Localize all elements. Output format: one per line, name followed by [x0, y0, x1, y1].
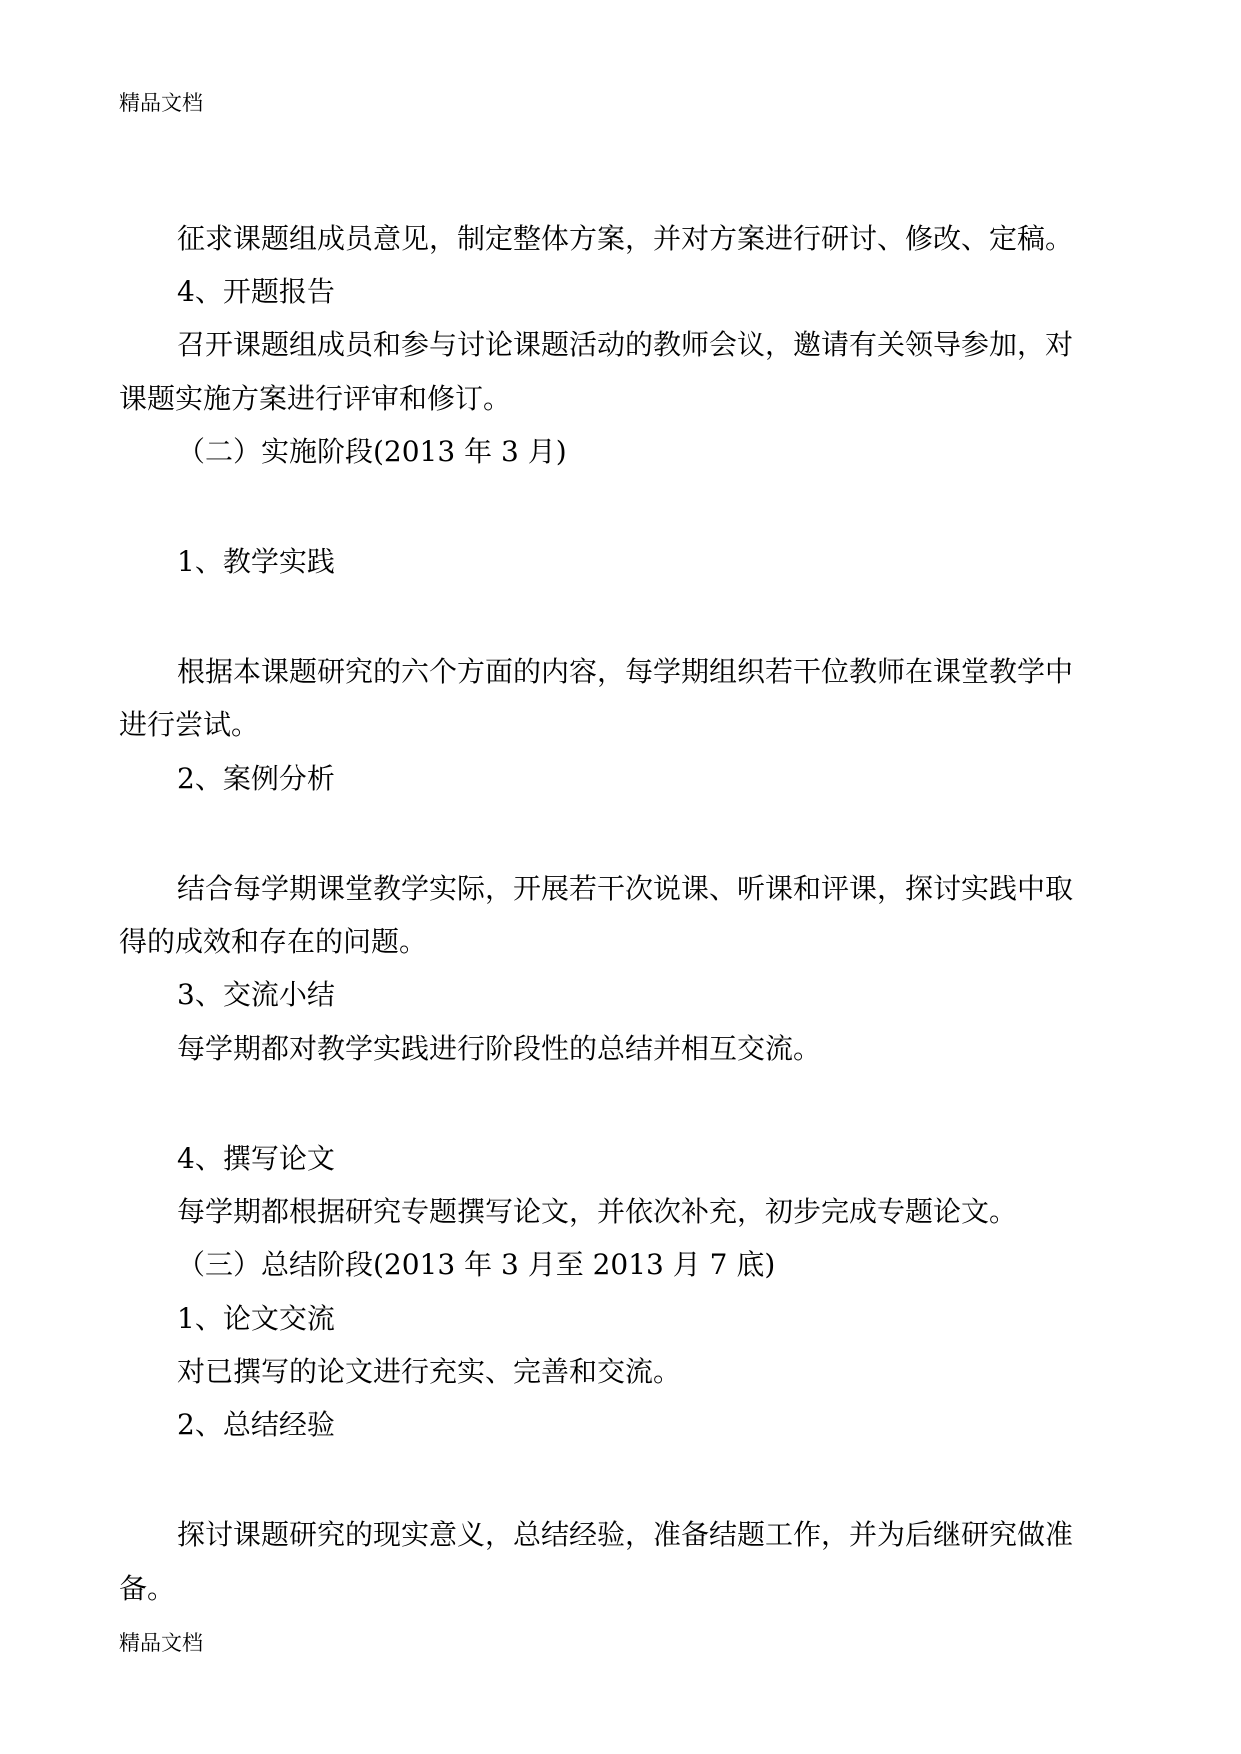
- section-heading: 1、教学实践: [177, 545, 335, 578]
- paragraph-line: 每学期都对教学实践进行阶段性的总结并相互交流。: [177, 1032, 822, 1065]
- stage-heading: （二）实施阶段(2013 年 3 月): [177, 435, 567, 468]
- stage-heading: （三）总结阶段(2013 年 3 月至 2013 月 7 底): [177, 1248, 776, 1281]
- section-heading: 4、开题报告: [177, 275, 335, 308]
- paragraph-line: 征求课题组成员意见，制定整体方案，并对方案进行研讨、修改、定稿。: [177, 222, 1074, 255]
- section-heading: 3、交流小结: [177, 978, 335, 1011]
- paragraph-line: 对已撰写的论文进行充实、完善和交流。: [177, 1355, 682, 1388]
- page-footer: 精品文档: [119, 1631, 203, 1655]
- paragraph-line: 探讨课题研究的现实意义，总结经验，准备结题工作，并为后继研究做准: [177, 1518, 1074, 1551]
- section-heading: 4、撰写论文: [177, 1142, 335, 1175]
- paragraph-line: 课题实施方案进行评审和修订。: [119, 382, 512, 415]
- section-heading: 2、案例分析: [177, 762, 335, 795]
- paragraph-line: 得的成效和存在的问题。: [119, 925, 428, 958]
- paragraph-line: 结合每学期课堂教学实际，开展若干次说课、听课和评课，探讨实践中取: [177, 872, 1074, 905]
- paragraph-line: 备。: [119, 1572, 176, 1605]
- paragraph-line: 每学期都根据研究专题撰写论文，并依次补充，初步完成专题论文。: [177, 1195, 1018, 1228]
- paragraph-line: 召开课题组成员和参与讨论课题活动的教师会议，邀请有关领导参加，对: [177, 328, 1074, 361]
- paragraph-line: 进行尝试。: [119, 708, 260, 741]
- section-heading: 2、总结经验: [177, 1408, 335, 1441]
- page-header: 精品文档: [119, 91, 203, 115]
- section-heading: 1、论文交流: [177, 1302, 335, 1335]
- paragraph-line: 根据本课题研究的六个方面的内容，每学期组织若干位教师在课堂教学中: [177, 655, 1074, 688]
